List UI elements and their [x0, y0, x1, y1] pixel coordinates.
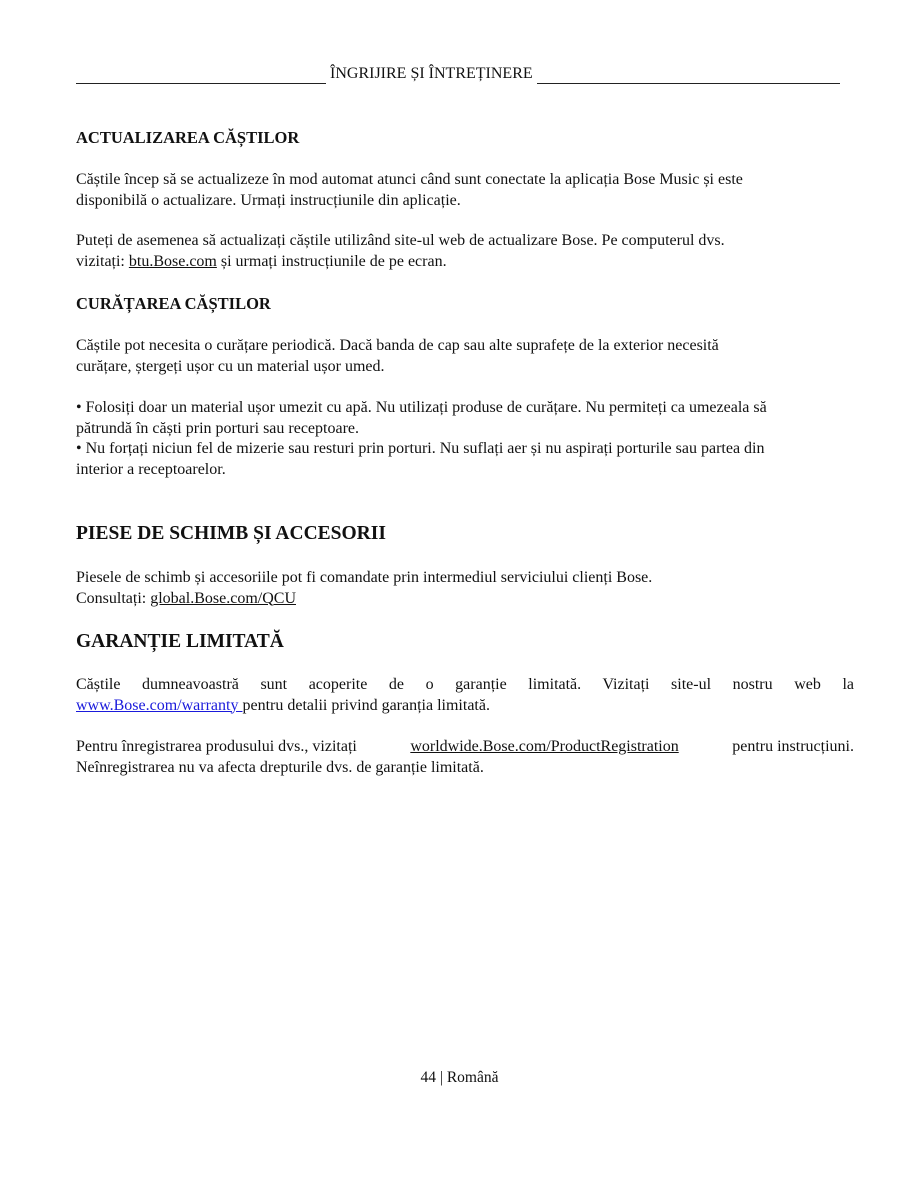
cleaning-paragraph-1 — [76, 336, 854, 377]
section-heading-cleaning: CURĂȚAREA CĂȘTILOR — [76, 294, 271, 313]
text-line: Căștile pot necesita o curățare periodică. Dacă banda de cap sau alte suprafețe de la exterior necesită — [76, 337, 719, 354]
header-title: ÎNGRIJIRE ȘI ÎNTREȚINERE — [330, 65, 533, 82]
text-span: vizitați: — [76, 252, 129, 270]
text-line: Neînregistrarea nu va afecta drepturile dvs. de garanție limitată. — [76, 758, 484, 776]
text-line — [76, 252, 854, 273]
bullet-item-2: • Nu forțați niciun fel de mizerie sau resturi prin porturi. Nu suflați aer și nu aspirați porturile sau partea din — [76, 440, 765, 457]
text-line: interior a receptoarelor. — [76, 460, 226, 478]
footer-separator: | — [435, 1069, 447, 1086]
text-line: Puteți de asemenea să actualizați căștile utilizând site-ul web de actualizare Bose. Pe computerul dvs. — [76, 232, 725, 249]
update-paragraph-2 — [76, 231, 854, 272]
text-line — [76, 696, 854, 717]
bullet-item-1: • Folosiți doar un material ușor umezit cu apă. Nu utilizați produse de curățare. Nu permiteți ca umezeala să — [76, 399, 767, 416]
text-line — [76, 589, 854, 610]
bose-warranty-link[interactable]: www.Bose.com/warranty — [76, 696, 243, 714]
text-span: Pentru înregistrarea produsului dvs., vizitați — [76, 738, 357, 755]
running-header — [76, 64, 840, 84]
warranty-paragraph-1 — [76, 675, 854, 716]
global-bose-qcu-link[interactable]: global.Bose.com/QCU — [150, 589, 296, 607]
text-line: Căștile dumneavoastră sunt acoperite de o garanție limitată. Vizitați site-ul nostru web la — [76, 676, 854, 693]
update-paragraph-1 — [76, 170, 854, 211]
text-line: curățare, ștergeți ușor cu un material ușor umed. — [76, 357, 385, 375]
parts-paragraph — [76, 568, 854, 609]
section-heading-update: ACTUALIZAREA CĂȘTILOR — [76, 128, 300, 147]
text-span: pentru instrucțiuni. — [732, 738, 854, 755]
text-line: Căștile încep să se actualizeze în mod automat atunci când sunt conectate la aplicația Bose Music și este — [76, 171, 743, 188]
text-span: și urmați instrucțiunile de pe ecran. — [216, 252, 447, 270]
section-heading-warranty: GARANȚIE LIMITATĂ — [76, 631, 284, 652]
cleaning-bullet-list — [76, 398, 854, 480]
text-span: pentru detalii privind garanția limitată. — [242, 696, 490, 714]
section-heading-parts: PIESE DE SCHIMB ȘI ACCESORII — [76, 523, 386, 544]
warranty-paragraph-2 — [76, 737, 854, 778]
text-line — [76, 737, 854, 758]
footer-language: Română — [446, 1069, 499, 1086]
text-line: disponibilă o actualizare. Urmați instrucțiunile din aplicație. — [76, 191, 461, 209]
text-line: pătrundă în căști prin porturi sau receptoare. — [76, 419, 359, 437]
text-line: Piesele de schimb și accesoriile pot fi comandate prin intermediul serviciului clienți Bose. — [76, 569, 653, 586]
header-rule-right — [537, 66, 840, 84]
product-registration-link[interactable]: worldwide.Bose.com/ProductRegistration — [410, 738, 679, 755]
text-span: Consultați: — [76, 589, 151, 607]
header-rule-left — [76, 66, 326, 84]
btu-bose-link[interactable]: btu.Bose.com — [128, 252, 217, 270]
page-number: 44 — [420, 1069, 436, 1086]
page-footer — [0, 1068, 919, 1088]
